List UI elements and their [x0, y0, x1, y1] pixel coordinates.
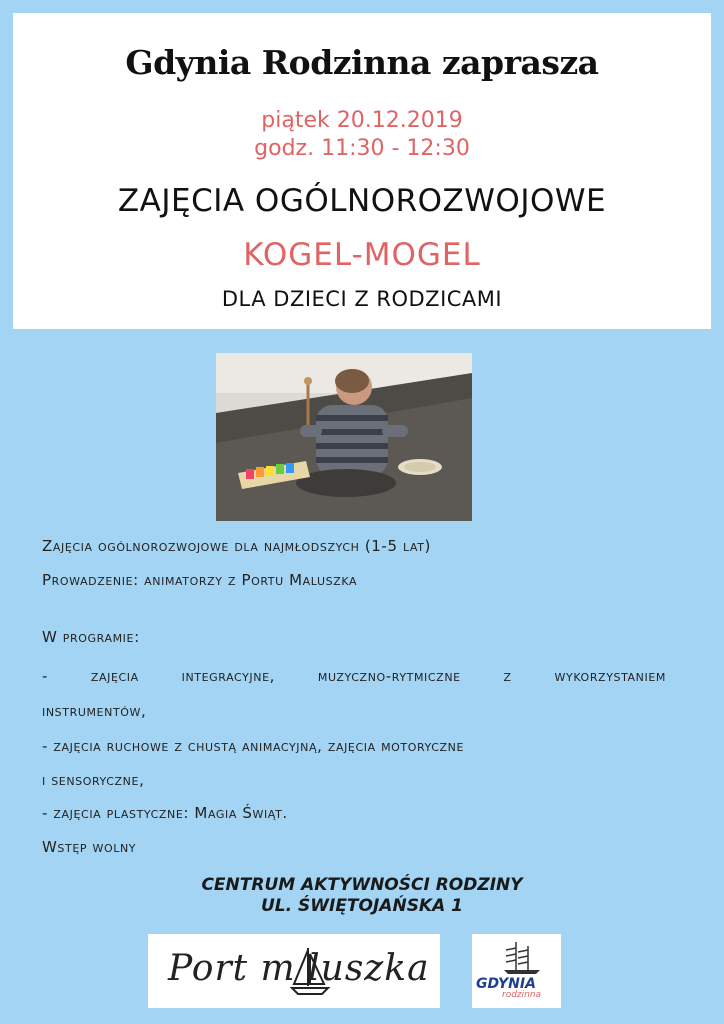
- program-item: - zajęcia integracyjne, muzyczno-rytmiczne z wykorzystaniem: [42, 667, 666, 685]
- header-panel: [13, 13, 711, 329]
- ship-icon: [502, 940, 542, 976]
- event-subheading: DLA DZIECI Z RODZICAMI: [221, 287, 503, 311]
- sailboat-icon: [288, 944, 332, 998]
- logo-text: Port m luszka: [168, 948, 430, 989]
- program-item: - zajęcia plastyczne: Magia Świąt.: [42, 804, 288, 822]
- event-date: piątek 20.12.2019: [261, 108, 463, 133]
- child-photo: [216, 353, 472, 521]
- gdynia-rodzinna-logo: [472, 934, 561, 1008]
- description-line: Zajęcia ogólnorozwojowe dla najmłodszych (1-5 lat): [42, 537, 431, 555]
- photo-illustration: [216, 353, 472, 521]
- page-title: Gdynia Rodzinna zaprasza: [125, 43, 599, 82]
- event-time: godz. 11:30 - 12:30: [254, 136, 470, 161]
- gdynia-text: GDYNIA: [476, 976, 536, 992]
- event-heading: ZAJĘCIA OGÓLNOROZWOJOWE: [117, 183, 607, 219]
- rodzinna-text: rodzinna: [502, 990, 542, 1000]
- entry-info: Wstęp wolny: [42, 838, 137, 856]
- port-maluszka-logo: [148, 934, 440, 1008]
- program-item: - zajęcia ruchowe z chustą animacyjną, zajęcia motoryczne: [42, 737, 465, 755]
- venue-name: CENTRUM AKTYWNOŚCI RODZINY: [201, 875, 523, 895]
- venue-address: UL. ŚWIĘTOJAŃSKA 1: [260, 896, 464, 916]
- program-item-cont: i sensoryczne,: [42, 771, 145, 789]
- program-heading: W programie:: [42, 628, 140, 646]
- event-name: KOGEL-MOGEL: [243, 237, 481, 273]
- program-item-cont: instrumentów,: [42, 702, 147, 720]
- leader-line: Prowadzenie: animatorzy z Portu Maluszka: [42, 571, 358, 589]
